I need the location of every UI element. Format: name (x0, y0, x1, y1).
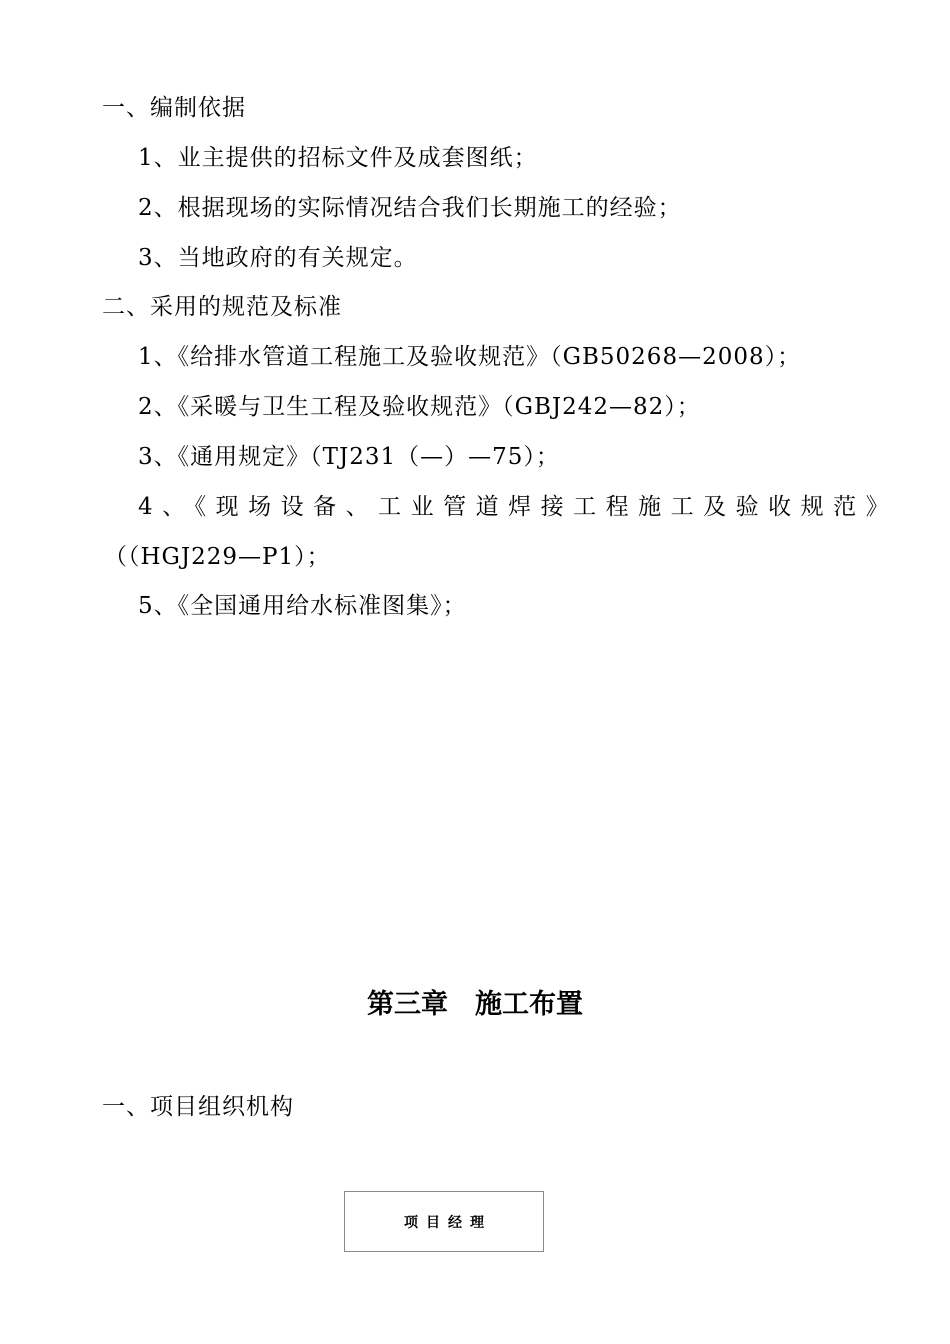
list-item: 3、《通用规定》（TJ231（—）—75）； (138, 444, 560, 470)
section-heading-standards: 二、采用的规范及标准 (102, 294, 342, 320)
section-heading-basis: 一、编制依据 (102, 95, 246, 121)
list-item: 1、《给排水管道工程施工及验收规范》（GB50268—2008）； (138, 344, 802, 370)
list-item: 2、《采暖与卫生工程及验收规范》（GBJ242—82）； (138, 394, 701, 420)
section-heading-organization: 一、项目组织机构 (102, 1094, 294, 1120)
org-chart-box-project-manager (344, 1191, 544, 1252)
list-item: 3、当地政府的有关规定。 (138, 245, 418, 271)
list-item: 2、根据现场的实际情况结合我们长期施工的经验； (138, 195, 682, 221)
org-chart-box-label: 项目经理 (404, 1214, 492, 1231)
chapter-title: 第三章 施工布置 (367, 989, 583, 1020)
list-item: 1、业主提供的招标文件及成套图纸； (138, 145, 538, 171)
list-item: 5、《全国通用给水标准图集》； (138, 593, 467, 619)
list-item-continuation: （（HGJ229—P1）； (104, 544, 331, 570)
list-item: 4、《现场设备、工业管道焊接工程施工及验收规范》 (138, 494, 899, 520)
